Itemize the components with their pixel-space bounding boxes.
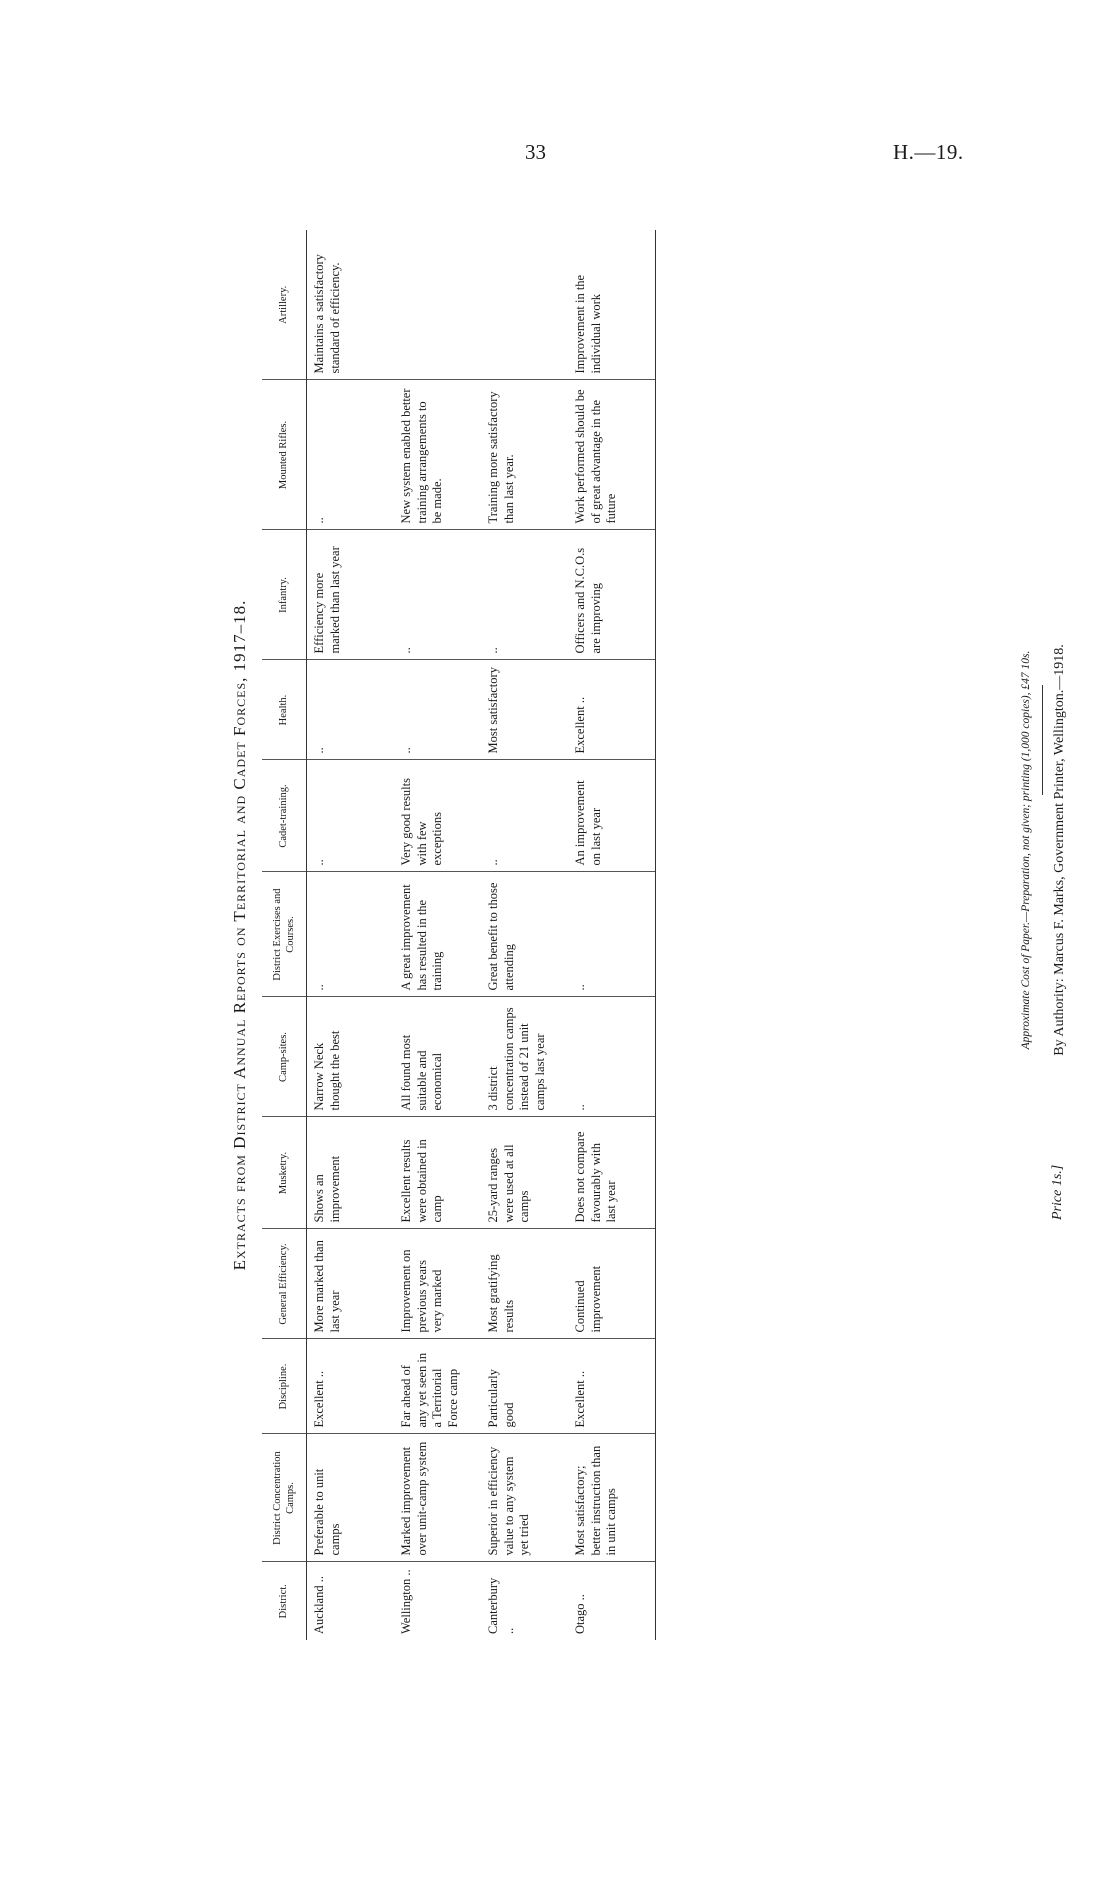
header-cell: General Efficiency. <box>262 1229 307 1339</box>
table-cell: .. <box>307 380 395 530</box>
table-cell: Excellent .. <box>307 1339 395 1434</box>
table-cell: Efficiency more marked than last year <box>307 530 395 660</box>
table-cell: .. <box>307 760 395 872</box>
table-cell: Most gratifying results <box>481 1229 568 1339</box>
table-row <box>307 230 395 1640</box>
header-cell: District Exercises and Courses. <box>262 872 307 997</box>
header-cell: Health. <box>262 660 307 760</box>
table-cell <box>481 230 568 380</box>
header-cell: Mounted Rifles. <box>262 380 307 530</box>
header-cell: Camp-sites. <box>262 997 307 1117</box>
table-cell <box>394 230 481 380</box>
table-cell: Training more satisfactory than last year. <box>481 380 568 530</box>
table-cell: Excellent .. <box>568 1339 656 1434</box>
table-cell: Improvement in the individual work <box>568 230 656 380</box>
header-cell: Artillery. <box>262 230 307 380</box>
table-cell: A great improvement has resulted in the training <box>394 872 481 997</box>
table-cell: Does not compare favourably with last year <box>568 1117 656 1229</box>
table-cell: Most satisfactory <box>481 660 568 760</box>
page-number: 33 <box>525 140 546 164</box>
district-report-table <box>262 230 656 1640</box>
table-cell: .. <box>307 872 395 997</box>
header-cell: District. <box>262 1562 307 1640</box>
table-cell: Excellent .. <box>568 660 656 760</box>
table-cell: .. <box>394 530 481 660</box>
table-cell: Far ahead of any yet seen in a Territorial Force camp <box>394 1339 481 1434</box>
table-cell: Superior in efficiency value to any system yet tried <box>481 1434 568 1562</box>
divider-rule <box>1042 685 1043 795</box>
table-cell: .. <box>568 872 656 997</box>
table-row <box>394 230 481 1640</box>
table-cell: Work performed should be of great advantage in the future <box>568 380 656 530</box>
table-cell: Narrow Neck thought the best <box>307 997 395 1117</box>
table-cell: .. <box>481 530 568 660</box>
header-row <box>262 230 307 1640</box>
table-cell: Improvement on previous years very marked <box>394 1229 481 1339</box>
header-cell: District Concentration Camps. <box>262 1434 307 1562</box>
table-title: Extracts from District Annual Reports on Territorial and Cadet Forces, 1917–18. <box>230 599 249 1271</box>
table-cell: Great benefit to those attending <box>481 872 568 997</box>
table-cell: Preferable to unit camps <box>307 1434 395 1562</box>
printer-authority: By Authority: Marcus F. Marks, Government Printer, Wellington.—1918. <box>1052 644 1067 1056</box>
table-cell: Particularly good <box>481 1339 568 1434</box>
table-cell: All found most suitable and economical <box>394 997 481 1117</box>
table-cell: .. <box>307 660 395 760</box>
table-cell: More marked than last year <box>307 1229 395 1339</box>
table-cell: Officers and N.C.O.s are improving <box>568 530 656 660</box>
table-row <box>481 230 568 1640</box>
table-cell: Very good results with few exceptions <box>394 760 481 872</box>
table-cell: Most satisfactory; better instruction than in unit camps <box>568 1434 656 1562</box>
table-cell: New system enabled better training arrangements to be made. <box>394 380 481 530</box>
header-cell: Discipline. <box>262 1339 307 1434</box>
table-cell: 3 district concentration camps instead of 21 unit camps last year <box>481 997 568 1117</box>
table-cell: .. <box>394 660 481 760</box>
table-cell: Continued improvement <box>568 1229 656 1339</box>
table-cell: An improvement on last year <box>568 760 656 872</box>
table-cell: Wellington .. <box>399 1569 413 1634</box>
table-cell: Shows an improvement <box>307 1117 395 1229</box>
price-label: Price 1s.] <box>1050 1164 1065 1220</box>
table-cell: Otago .. <box>568 1562 656 1640</box>
table-cell: Excellent results were obtained in camp <box>394 1117 481 1229</box>
table-cell: Auckland .. <box>312 1576 326 1634</box>
table-cell: Canterbury .. <box>486 1577 516 1634</box>
header-cell: Infantry. <box>262 530 307 660</box>
cost-note: Approximate Cost of Paper.—Preparation, not given; printing (1,000 copies), £47 10s. <box>1020 650 1032 1050</box>
table-cell: Maintains a satisfactory standard of efficiency. <box>307 230 395 380</box>
paper-reference: H.—19. <box>893 140 964 164</box>
table-cell: .. <box>568 997 656 1117</box>
header-cell: Musketry. <box>262 1117 307 1229</box>
rotated-landscape-content <box>230 230 1110 1640</box>
table-cell: 25-yard ranges were used at all camps <box>481 1117 568 1229</box>
header-cell: Cadet-training. <box>262 760 307 872</box>
table-row <box>568 230 656 1640</box>
table-cell: .. <box>481 760 568 872</box>
table-cell: Marked improvement over unit-camp system <box>394 1434 481 1562</box>
